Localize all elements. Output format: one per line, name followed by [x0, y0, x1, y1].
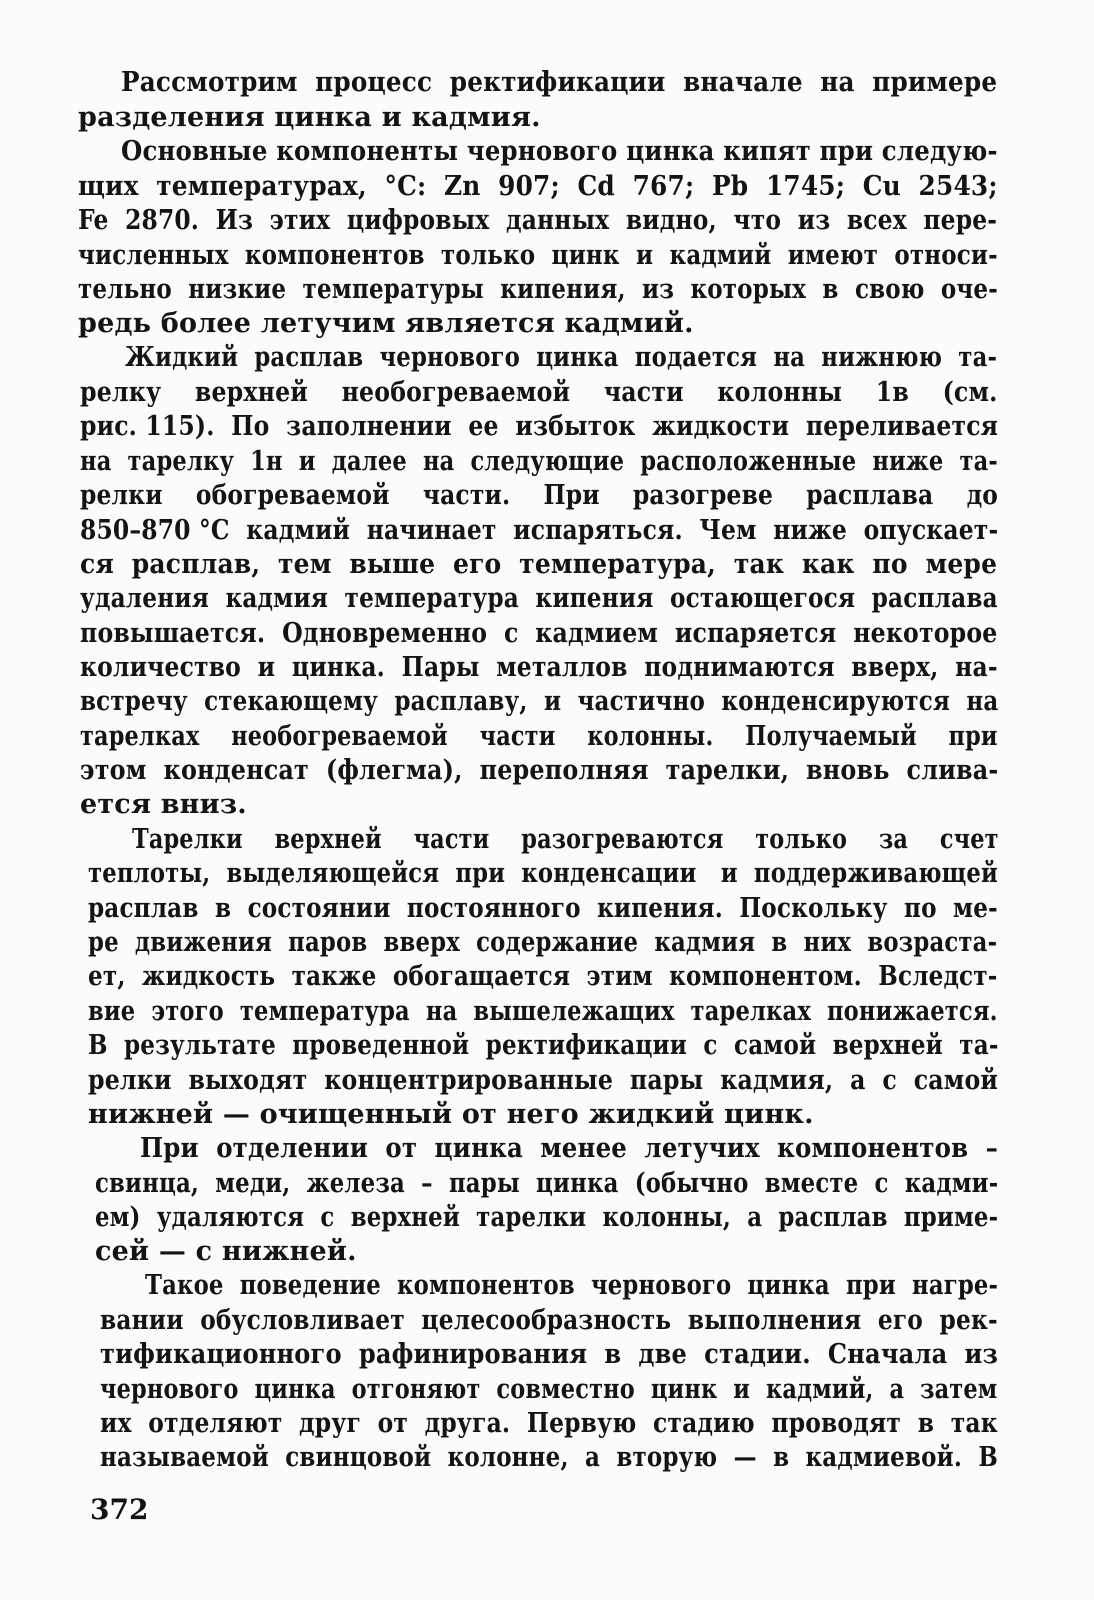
- text-line: вании обусловливает целесообразность выполнения его рек-: [100, 1305, 998, 1336]
- text-line: их отделяют друг от друга. Первую стадию проводят в так: [100, 1408, 998, 1439]
- text-line: удаления кадмия температура кипения остающегося расплава: [80, 583, 998, 614]
- text-line: ре движения паров вверх содержание кадмия в них возраста-: [88, 927, 998, 958]
- text-line: тельно низкие температуры кипения, из которых в свою оче-: [78, 274, 998, 305]
- text-line: чернового цинка отгоняют совместно цинк и кадмий, а затем: [100, 1374, 998, 1405]
- text-line: называемой свинцовой колонне, а вторую — в кадмиевой. В: [100, 1442, 998, 1473]
- text-line: численных компонентов только цинк и кадмий имеют относи-: [78, 240, 998, 271]
- text-line: ем) удаляются с верхней тарелки колонны, а расплав приме-: [95, 1202, 999, 1233]
- text-line: релки обогреваемой части. При разогреве расплава до: [80, 480, 999, 511]
- text-line: разделения цинка и кадмия.: [78, 102, 541, 133]
- text-line: тарелках необогреваемой части колонны. Получаемый при: [80, 721, 998, 752]
- text-line: 850–870 °С кадмий начинает испаряться. Чем ниже опускает-: [80, 515, 999, 546]
- text-line: теплоты, выделяющейся при конденсации и поддерживающей: [88, 858, 999, 889]
- text-line: на тарелку 1н и далее на следующие расположенные ниже та-: [80, 446, 998, 477]
- text-line: Fe 2870. Из этих цифровых данных видно, что из всех пере-: [78, 205, 998, 236]
- text-line: релки выходят концентрированные пары кадмия, а с самой: [88, 1065, 999, 1096]
- text-line: Тарелки верхней части разогреваются только за счет: [132, 824, 999, 855]
- text-line: количество и цинка. Пары металлов поднимаются вверх, на-: [80, 652, 998, 683]
- text-line: Рассмотрим процесс ректификации вначале на примере: [121, 67, 998, 98]
- text-line: ся расплав, тем выше его температура, так как по мере: [80, 549, 998, 580]
- text-line: этом конденсат (флегма), переполняя тарелки, вновь слива-: [80, 755, 999, 786]
- text-line: нижней — очищенный от него жидкий цинк.: [88, 1099, 814, 1130]
- text-line: вие этого температура на вышележащих тарелках понижается.: [88, 996, 998, 1027]
- text-line: рис. 115). По заполнении ее избыток жидкости переливается: [80, 411, 999, 442]
- text-line: релку верхней необогреваемой части колонны 1в (см.: [80, 377, 998, 408]
- text-line: ет, жидкость также обогащается этим компонентом. Вследст-: [88, 961, 998, 992]
- text-line: Такое поведение компонентов чернового цинка при нагре-: [145, 1270, 999, 1301]
- text-line: В результате проведенной ректификации с самой верхней та-: [88, 1030, 999, 1061]
- text-line: ется вниз.: [80, 789, 247, 820]
- text-line: свинца, меди, железа – пары цинка (обычно вместе с кадми-: [95, 1168, 999, 1199]
- text-line: тификационного рафинирования в две стадии. Сначала из: [100, 1339, 999, 1370]
- text-line: Жидкий расплав чернового цинка подается на нижнюю та-: [125, 342, 998, 373]
- text-line: повышается. Одновременно с кадмием испаряется некоторое: [80, 618, 998, 649]
- text-line: Основные компоненты чернового цинка кипят при следую-: [121, 136, 998, 167]
- text-line: встречу стекающему расплаву, и частично конденсируются на: [80, 686, 999, 717]
- text-line: При отделении от цинка менее летучих компонентов –: [140, 1133, 999, 1164]
- page-number: 372: [90, 1493, 149, 1526]
- text-line: расплав в состоянии постоянного кипения. Поскольку по ме-: [88, 893, 998, 924]
- text-line: редь более летучим является кадмий.: [78, 308, 694, 339]
- text-line: щих температурах, °С: Zn 907; Cd 767; Pb 1745; Cu 2543;: [78, 171, 998, 202]
- text-line: сей — с нижней.: [95, 1236, 357, 1267]
